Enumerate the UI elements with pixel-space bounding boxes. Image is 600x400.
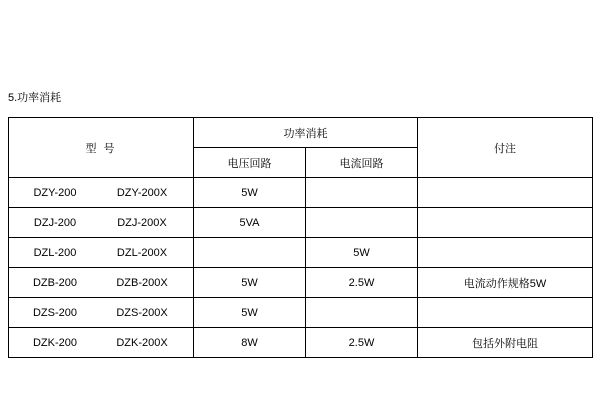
cell-model bbox=[9, 208, 194, 238]
cell-model bbox=[9, 298, 194, 328]
cell-voltage: 5VA bbox=[194, 208, 306, 238]
cell-current bbox=[306, 178, 418, 208]
cell-model bbox=[9, 328, 194, 358]
cell-current bbox=[306, 298, 418, 328]
cell-model bbox=[9, 238, 194, 268]
cell-model-variant: DZK-200X bbox=[116, 336, 168, 349]
header-voltage-circuit: 电压回路 bbox=[194, 148, 306, 178]
cell-voltage bbox=[194, 238, 306, 268]
cell-model-variant: DZB-200X bbox=[116, 276, 168, 289]
header-power-consumption: 功率消耗 bbox=[194, 118, 418, 148]
table-row bbox=[9, 208, 593, 238]
cell-model-variant: DZJ-200X bbox=[117, 216, 167, 229]
table-row bbox=[9, 268, 593, 298]
cell-model bbox=[9, 178, 194, 208]
cell-model-primary: DZJ-200 bbox=[33, 216, 77, 229]
cell-note bbox=[418, 178, 593, 208]
table-row bbox=[9, 238, 593, 268]
cell-voltage: 5W bbox=[194, 268, 306, 298]
cell-model-variant: DZS-200X bbox=[116, 306, 168, 319]
cell-model-primary: DZK-200 bbox=[32, 336, 78, 349]
cell-model-primary: DZY-200 bbox=[33, 186, 77, 199]
cell-model-variant: DZL-200X bbox=[116, 246, 168, 259]
table-header-row-1 bbox=[9, 118, 593, 148]
power-consumption-table-wrapper bbox=[8, 117, 592, 358]
cell-voltage: 5W bbox=[194, 298, 306, 328]
cell-current bbox=[306, 208, 418, 238]
header-current-circuit: 电流回路 bbox=[306, 148, 418, 178]
header-note: 付注 bbox=[418, 118, 593, 178]
section-title: 5.功率消耗 bbox=[8, 92, 62, 104]
cell-model-primary: DZB-200 bbox=[32, 276, 78, 289]
cell-note bbox=[418, 298, 593, 328]
table-row bbox=[9, 328, 593, 358]
cell-current: 5W bbox=[306, 238, 418, 268]
cell-note: 电流动作规格5W bbox=[418, 268, 593, 298]
cell-note bbox=[418, 238, 593, 268]
header-model: 型 号 bbox=[9, 118, 194, 178]
cell-model bbox=[9, 268, 194, 298]
cell-note bbox=[418, 208, 593, 238]
table-row bbox=[9, 178, 593, 208]
cell-voltage: 8W bbox=[194, 328, 306, 358]
cell-voltage: 5W bbox=[194, 178, 306, 208]
cell-model-primary: DZL-200 bbox=[33, 246, 77, 259]
cell-model-primary: DZS-200 bbox=[32, 306, 78, 319]
cell-current: 2.5W bbox=[306, 328, 418, 358]
cell-current: 2.5W bbox=[306, 268, 418, 298]
cell-note: 包括外附电阻 bbox=[418, 328, 593, 358]
cell-model-variant: DZY-200X bbox=[116, 186, 168, 199]
power-consumption-table bbox=[8, 117, 593, 358]
table-row bbox=[9, 298, 593, 328]
